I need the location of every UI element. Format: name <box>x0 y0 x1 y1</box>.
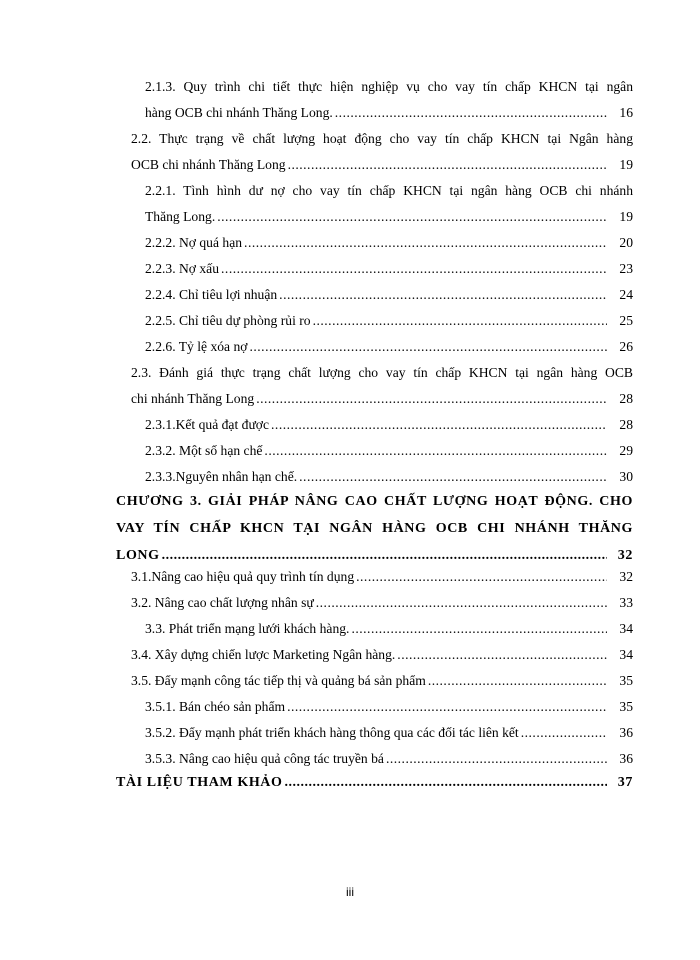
toc-entry-text: 2.2.2. Nợ quá hạn <box>145 235 243 250</box>
dot-leader <box>316 590 607 616</box>
toc-entry-2-2-1[interactable] <box>145 178 633 230</box>
dot-leader <box>386 746 607 772</box>
toc-entry-text: LONG <box>116 548 160 563</box>
toc-entry-text: hàng OCB chi nhánh Thăng Long. <box>145 105 333 120</box>
dot-leader <box>264 438 607 464</box>
toc-page-number: 26 <box>619 339 633 354</box>
dot-leader <box>313 308 607 334</box>
toc-page-number: 24 <box>619 287 633 302</box>
toc-entry-text: VAY TÍN CHẤP KHCN TẠI NGÂN HÀNG OCB CHI NHÁNH THĂNG <box>116 521 633 536</box>
toc-entry-text: 3.5.2. Đẩy mạnh phát triển khách hàng thông qua các đối tác liên kết <box>145 725 519 740</box>
toc-entry-3-5[interactable] <box>131 668 633 694</box>
toc-entry-text: 2.2.3. Nợ xấu <box>145 261 220 276</box>
toc-entry-text: 2.1.3. Quy trình chi tiết thực hiện nghiệp vụ cho vay tín chấp KHCN tại ngân <box>145 79 633 94</box>
toc-entry-3-5-2[interactable] <box>145 720 633 746</box>
toc-entry-2-3-1[interactable] <box>145 412 633 438</box>
toc-entry-text: 2.2.1. Tình hình dư nợ cho vay tín chấp KHCN tại ngân hàng OCB chi nhánh <box>145 183 633 198</box>
dot-leader <box>244 230 607 256</box>
toc-entry-2-2[interactable] <box>131 126 633 178</box>
toc-page-number: 23 <box>619 261 633 276</box>
toc-entry-references[interactable] <box>116 770 633 796</box>
toc-page-number: 28 <box>619 391 633 406</box>
toc-page-number: 32 <box>617 548 633 563</box>
toc-entry-2-2-5[interactable] <box>145 308 633 334</box>
toc-page-number: 30 <box>619 469 633 484</box>
toc-entry-text: 3.5.3. Nâng cao hiệu quả công tác truyền bá <box>145 751 384 766</box>
toc-entry-3-5-1[interactable] <box>145 694 633 720</box>
toc-entry-text: 3.5.1. Bán chéo sản phẩm <box>145 699 286 714</box>
dot-leader <box>356 564 607 590</box>
dot-leader <box>256 386 607 412</box>
toc-entry-text: 3.1.Nâng cao hiệu quả quy trình tín dụng <box>131 569 355 584</box>
toc-page-number: 34 <box>619 647 633 662</box>
toc-entry-text: 3.2. Nâng cao chất lượng nhân sự <box>131 595 314 610</box>
toc-entry-text: CHƯƠNG 3. GIẢI PHÁP NÂNG CAO CHẤT LƯỢNG HOẠT ĐỘNG. CHO <box>116 494 633 509</box>
toc-entry-text: TÀI LIỆU THAM KHẢO <box>116 775 283 790</box>
page-footer-number: iii <box>346 885 354 899</box>
dot-leader <box>428 668 607 694</box>
toc-entry-text: 2.2.4. Chỉ tiêu lợi nhuận <box>145 287 278 302</box>
dot-leader <box>285 770 607 796</box>
dot-leader <box>271 412 607 438</box>
toc-entry-2-3-3[interactable] <box>145 464 633 490</box>
toc-entry-text: Thăng Long. <box>145 209 216 224</box>
toc-page-number: 19 <box>619 157 633 172</box>
toc-entry-text: 2.3. Đánh giá thực trạng chất lượng cho vay tín chấp KHCN tại ngân hàng OCB <box>131 365 633 380</box>
toc-page-number: 16 <box>619 105 633 120</box>
toc-page-number: 34 <box>619 621 633 636</box>
toc-entry-text: 3.5. Đẩy mạnh công tác tiếp thị và quảng bá sản phẩm <box>131 673 426 688</box>
toc-page-number: 36 <box>619 751 633 766</box>
toc-entry-text: 2.2.6. Tỷ lệ xóa nợ <box>145 339 248 354</box>
toc-entry-2-2-6[interactable] <box>145 334 633 360</box>
dot-leader <box>279 282 607 308</box>
toc-page-number: 19 <box>619 209 633 224</box>
toc-entry-text: 2.3.1.Kết quả đạt được <box>145 417 270 432</box>
toc-page-number: 29 <box>619 443 633 458</box>
toc-entry-2-2-2[interactable] <box>145 230 633 256</box>
dot-leader <box>221 256 607 282</box>
toc-page-number: 35 <box>619 699 633 714</box>
toc-entry-2-3-2[interactable] <box>145 438 633 464</box>
toc-entry-text: 3.3. Phát triển mạng lưới khách hàng. <box>145 621 350 636</box>
toc-entry-text: 3.4. Xây dựng chiến lược Marketing Ngân hàng. <box>131 647 396 662</box>
toc-entry-3-1[interactable] <box>131 564 633 590</box>
toc-entry-2-3[interactable] <box>131 360 633 412</box>
toc-entry-text: chi nhánh Thăng Long <box>131 391 255 406</box>
toc-entry-3-2[interactable] <box>131 590 633 616</box>
toc-entry-3-5-3[interactable] <box>145 746 633 772</box>
toc-page-number: 25 <box>619 313 633 328</box>
toc-entry-text: 2.2. Thực trạng về chất lượng hoạt động cho vay tín chấp KHCN tại Ngân hàng <box>131 131 633 146</box>
toc-entry-3-3[interactable] <box>145 616 633 642</box>
dot-leader <box>335 100 607 126</box>
toc-entry-2-2-4[interactable] <box>145 282 633 308</box>
toc-entry-3-4[interactable] <box>131 642 633 668</box>
toc-page-number: 37 <box>617 775 633 790</box>
toc-page-number: 20 <box>619 235 633 250</box>
toc-entry-text: 2.3.2. Một số hạn chế <box>145 443 263 458</box>
toc-entry-2-2-3[interactable] <box>145 256 633 282</box>
toc-page-number: 32 <box>619 569 633 584</box>
toc-entry-2-1-3[interactable] <box>145 74 633 126</box>
dot-leader <box>288 152 607 178</box>
toc-page-number: 36 <box>619 725 633 740</box>
toc-entry-text: 2.3.3.Nguyên nhân hạn chế. <box>145 469 298 484</box>
toc-page-number: 33 <box>619 595 633 610</box>
toc-entry-text: 2.2.5. Chỉ tiêu dự phòng rủi ro <box>145 313 311 328</box>
toc-entry-text: OCB chi nhánh Thăng Long <box>131 157 286 172</box>
toc-page-number: 28 <box>619 417 633 432</box>
dot-leader <box>249 334 607 360</box>
dot-leader <box>299 464 607 490</box>
toc-entry-chapter-3[interactable] <box>116 488 633 569</box>
toc-page-number: 35 <box>619 673 633 688</box>
dot-leader <box>351 616 607 642</box>
dot-leader <box>521 720 607 746</box>
dot-leader <box>397 642 607 668</box>
dot-leader <box>287 694 607 720</box>
dot-leader <box>217 204 607 230</box>
